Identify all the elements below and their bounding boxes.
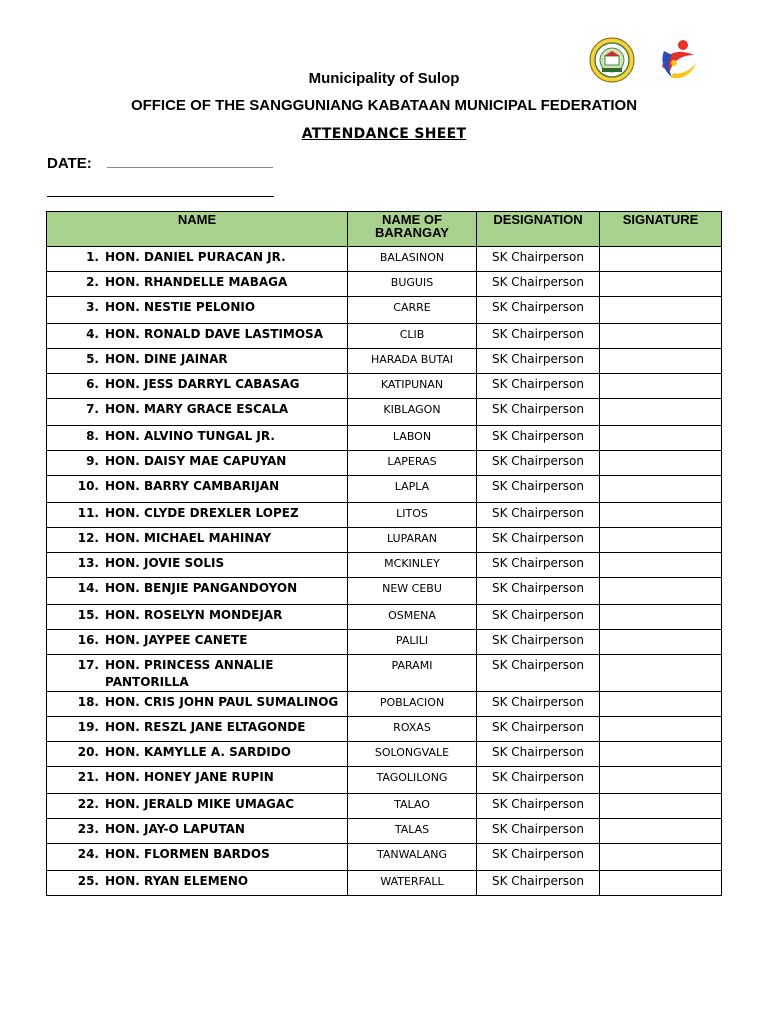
signature-cell[interactable] xyxy=(600,451,722,476)
member-name: HON. HONEY JANE RUPIN xyxy=(105,770,274,784)
name-cell xyxy=(47,630,348,655)
name-cell xyxy=(47,692,348,717)
name-cell xyxy=(47,871,348,896)
designation-cell: SK Chairperson xyxy=(477,272,600,297)
signature-cell[interactable] xyxy=(600,553,722,578)
member-name: HON. KAMYLLE A. SARDIDO xyxy=(105,745,291,759)
name-cell xyxy=(47,503,348,528)
row-number: 14. xyxy=(77,581,99,595)
table-row xyxy=(47,451,722,476)
name-cell xyxy=(47,767,348,794)
office-name: OFFICE OF THE SANGGUNIANG KABATAAN MUNICIPAL FEDERATION xyxy=(130,97,638,114)
name-cell xyxy=(47,742,348,767)
barangay-cell: LITOS xyxy=(348,503,477,528)
row-number: 10. xyxy=(77,479,99,493)
municipality-name: Municipality of Sulop xyxy=(308,70,460,87)
table-row xyxy=(47,692,722,717)
signature-cell[interactable] xyxy=(600,578,722,605)
barangay-cell: POBLACION xyxy=(348,692,477,717)
member-name: HON. JESS DARRYL CABASAG xyxy=(105,377,300,391)
member-name: HON. FLORMEN BARDOS xyxy=(105,847,270,861)
table-row xyxy=(47,399,722,426)
barangay-cell: BUGUIS xyxy=(348,272,477,297)
designation-cell: SK Chairperson xyxy=(477,742,600,767)
designation-cell: SK Chairperson xyxy=(477,630,600,655)
signature-cell[interactable] xyxy=(600,767,722,794)
row-number: 13. xyxy=(77,556,99,570)
name-cell xyxy=(47,578,348,605)
name-cell xyxy=(47,605,348,630)
row-number: 1. xyxy=(86,250,99,264)
barangay-cell: BALASINON xyxy=(348,247,477,272)
barangay-cell: KIBLAGON xyxy=(348,399,477,426)
row-number: 19. xyxy=(77,720,99,734)
member-name: HON. DANIEL PURACAN JR. xyxy=(105,250,286,264)
table-row xyxy=(47,578,722,605)
signature-cell[interactable] xyxy=(600,871,722,896)
designation-cell: SK Chairperson xyxy=(477,451,600,476)
name-cell xyxy=(47,844,348,871)
table-row xyxy=(47,844,722,871)
signature-cell[interactable] xyxy=(600,819,722,844)
barangay-cell: LABON xyxy=(348,426,477,451)
date-field-line[interactable] xyxy=(107,167,273,168)
table-row xyxy=(47,794,722,819)
member-name: HON. JAY-O LAPUTAN xyxy=(105,822,245,836)
barangay-cell: ROXAS xyxy=(348,717,477,742)
member-name: HON. MICHAEL MAHINAY xyxy=(105,531,272,545)
member-name: HON. JERALD MIKE UMAGAC xyxy=(105,797,294,811)
signature-cell[interactable] xyxy=(600,297,722,324)
designation-cell: SK Chairperson xyxy=(477,476,600,503)
barangay-cell: LAPERAS xyxy=(348,451,477,476)
member-name: HON. CLYDE DREXLER LOPEZ xyxy=(105,506,299,520)
name-cell xyxy=(47,553,348,578)
name-cell xyxy=(47,324,348,349)
designation-cell: SK Chairperson xyxy=(477,655,600,692)
name-cell xyxy=(47,476,348,503)
row-number: 16. xyxy=(77,633,99,647)
designation-cell: SK Chairperson xyxy=(477,605,600,630)
member-name: HON. NESTIE PELONIO xyxy=(105,300,256,314)
row-number: 7. xyxy=(86,402,99,416)
name-cell xyxy=(47,374,348,399)
table-row xyxy=(47,742,722,767)
row-number: 15. xyxy=(77,608,99,622)
row-number: 5. xyxy=(86,352,99,366)
row-number: 20. xyxy=(77,745,99,759)
row-number: 8. xyxy=(86,429,99,443)
member-name: HON. DINE JAINAR xyxy=(105,352,228,366)
designation-cell: SK Chairperson xyxy=(477,374,600,399)
name-cell xyxy=(47,272,348,297)
signature-cell[interactable] xyxy=(600,324,722,349)
signature-cell[interactable] xyxy=(600,655,722,692)
table-row xyxy=(47,605,722,630)
signature-cell[interactable] xyxy=(600,426,722,451)
signature-cell[interactable] xyxy=(600,374,722,399)
barangay-cell: CARRE xyxy=(348,297,477,324)
designation-cell: SK Chairperson xyxy=(477,297,600,324)
member-name: HON. DAISY MAE CAPUYAN xyxy=(105,454,287,468)
member-name: HON. BENJIE PANGANDOYON xyxy=(105,581,298,595)
row-number: 23. xyxy=(77,822,99,836)
designation-cell: SK Chairperson xyxy=(477,844,600,871)
designation-cell: SK Chairperson xyxy=(477,247,600,272)
designation-cell: SK Chairperson xyxy=(477,871,600,896)
table-row xyxy=(47,272,722,297)
name-cell xyxy=(47,451,348,476)
member-name: HON. PRINCESS ANNALIE PANTORILLA xyxy=(105,658,274,689)
designation-cell: SK Chairperson xyxy=(477,819,600,844)
signature-cell[interactable] xyxy=(600,247,722,272)
blank-line[interactable] xyxy=(47,196,274,197)
barangay-cell: KATIPUNAN xyxy=(348,374,477,399)
name-cell xyxy=(47,717,348,742)
barangay-cell: OSMENA xyxy=(348,605,477,630)
signature-cell[interactable] xyxy=(600,272,722,297)
designation-cell: SK Chairperson xyxy=(477,324,600,349)
name-cell xyxy=(47,349,348,374)
barangay-cell: PALILI xyxy=(348,630,477,655)
name-cell xyxy=(47,297,348,324)
row-number: 22. xyxy=(77,797,99,811)
signature-cell[interactable] xyxy=(600,742,722,767)
name-cell xyxy=(47,399,348,426)
table-header-row xyxy=(47,212,722,247)
signature-cell[interactable] xyxy=(600,692,722,717)
table-row xyxy=(47,528,722,553)
signature-cell[interactable] xyxy=(600,630,722,655)
barangay-cell: LUPARAN xyxy=(348,528,477,553)
row-number: 4. xyxy=(86,327,99,341)
barangay-cell: TALAS xyxy=(348,819,477,844)
barangay-cell: LAPLA xyxy=(348,476,477,503)
barangay-cell: SOLONGVALE xyxy=(348,742,477,767)
row-number: 11. xyxy=(77,506,99,520)
attendance-table xyxy=(46,211,722,896)
member-name: HON. RESZL JANE ELTAGONDE xyxy=(105,720,306,734)
signature-cell[interactable] xyxy=(600,717,722,742)
signature-cell[interactable] xyxy=(600,528,722,553)
row-number: 25. xyxy=(77,874,99,888)
col-header-barangay: NAME OF BARANGAY xyxy=(348,212,477,247)
barangay-cell: TAGOLILONG xyxy=(348,767,477,794)
name-cell xyxy=(47,794,348,819)
designation-cell: SK Chairperson xyxy=(477,578,600,605)
row-number: 12. xyxy=(77,531,99,545)
barangay-cell: WATERFALL xyxy=(348,871,477,896)
table-row xyxy=(47,324,722,349)
col-header-designation: DESIGNATION xyxy=(477,212,600,247)
table-row xyxy=(47,630,722,655)
signature-cell[interactable] xyxy=(600,399,722,426)
designation-cell: SK Chairperson xyxy=(477,503,600,528)
designation-cell: SK Chairperson xyxy=(477,553,600,578)
table-row xyxy=(47,503,722,528)
row-number: 18. xyxy=(77,695,99,709)
barangay-cell: NEW CEBU xyxy=(348,578,477,605)
barangay-cell: HARADA BUTAI xyxy=(348,349,477,374)
row-number: 24. xyxy=(77,847,99,861)
member-name: HON. CRIS JOHN PAUL SUMALINOG xyxy=(105,695,339,709)
member-name: HON. ROSELYN MONDEJAR xyxy=(105,608,283,622)
table-row xyxy=(47,476,722,503)
table-row xyxy=(47,819,722,844)
table-row xyxy=(47,426,722,451)
table-row xyxy=(47,871,722,896)
designation-cell: SK Chairperson xyxy=(477,399,600,426)
col-header-name: NAME xyxy=(47,212,348,247)
table-row xyxy=(47,767,722,794)
designation-cell: SK Chairperson xyxy=(477,767,600,794)
member-name: HON. BARRY CAMBARIJAN xyxy=(105,479,280,493)
table-row xyxy=(47,717,722,742)
row-number: 3. xyxy=(86,300,99,314)
member-name: HON. RHANDELLE MABAGA xyxy=(105,275,288,289)
table-row xyxy=(47,655,722,692)
col-header-signature: SIGNATURE xyxy=(600,212,722,247)
signature-cell[interactable] xyxy=(600,794,722,819)
signature-cell[interactable] xyxy=(600,605,722,630)
date-label: DATE: xyxy=(47,155,92,172)
member-name: HON. RONALD DAVE LASTIMOSA xyxy=(105,327,323,341)
barangay-cell: CLIB xyxy=(348,324,477,349)
name-cell xyxy=(47,528,348,553)
barangay-cell: TALAO xyxy=(348,794,477,819)
designation-cell: SK Chairperson xyxy=(477,717,600,742)
member-name: HON. JAYPEE CANETE xyxy=(105,633,248,647)
name-cell xyxy=(47,655,348,692)
row-number: 9. xyxy=(86,454,99,468)
signature-cell[interactable] xyxy=(600,503,722,528)
row-number: 17. xyxy=(77,658,99,672)
designation-cell: SK Chairperson xyxy=(477,528,600,553)
row-number: 21. xyxy=(77,770,99,784)
row-number: 2. xyxy=(86,275,99,289)
barangay-cell: MCKINLEY xyxy=(348,553,477,578)
signature-cell[interactable] xyxy=(600,349,722,374)
table-row xyxy=(47,247,722,272)
member-name: HON. ALVINO TUNGAL JR. xyxy=(105,429,275,443)
table-row xyxy=(47,297,722,324)
signature-cell[interactable] xyxy=(600,476,722,503)
barangay-cell: TANWALANG xyxy=(348,844,477,871)
designation-cell: SK Chairperson xyxy=(477,794,600,819)
name-cell xyxy=(47,819,348,844)
signature-cell[interactable] xyxy=(600,844,722,871)
designation-cell: SK Chairperson xyxy=(477,692,600,717)
member-name: HON. RYAN ELEMENO xyxy=(105,874,249,888)
designation-cell: SK Chairperson xyxy=(477,426,600,451)
member-name: HON. JOVIE SOLIS xyxy=(105,556,225,570)
table-row xyxy=(47,349,722,374)
member-name: HON. MARY GRACE ESCALA xyxy=(105,402,289,416)
sheet-title: ATTENDANCE SHEET xyxy=(301,126,467,142)
table-row xyxy=(47,553,722,578)
name-cell xyxy=(47,426,348,451)
name-cell xyxy=(47,247,348,272)
barangay-cell: PARAMI xyxy=(348,655,477,692)
row-number: 6. xyxy=(86,377,99,391)
designation-cell: SK Chairperson xyxy=(477,349,600,374)
table-row xyxy=(47,374,722,399)
